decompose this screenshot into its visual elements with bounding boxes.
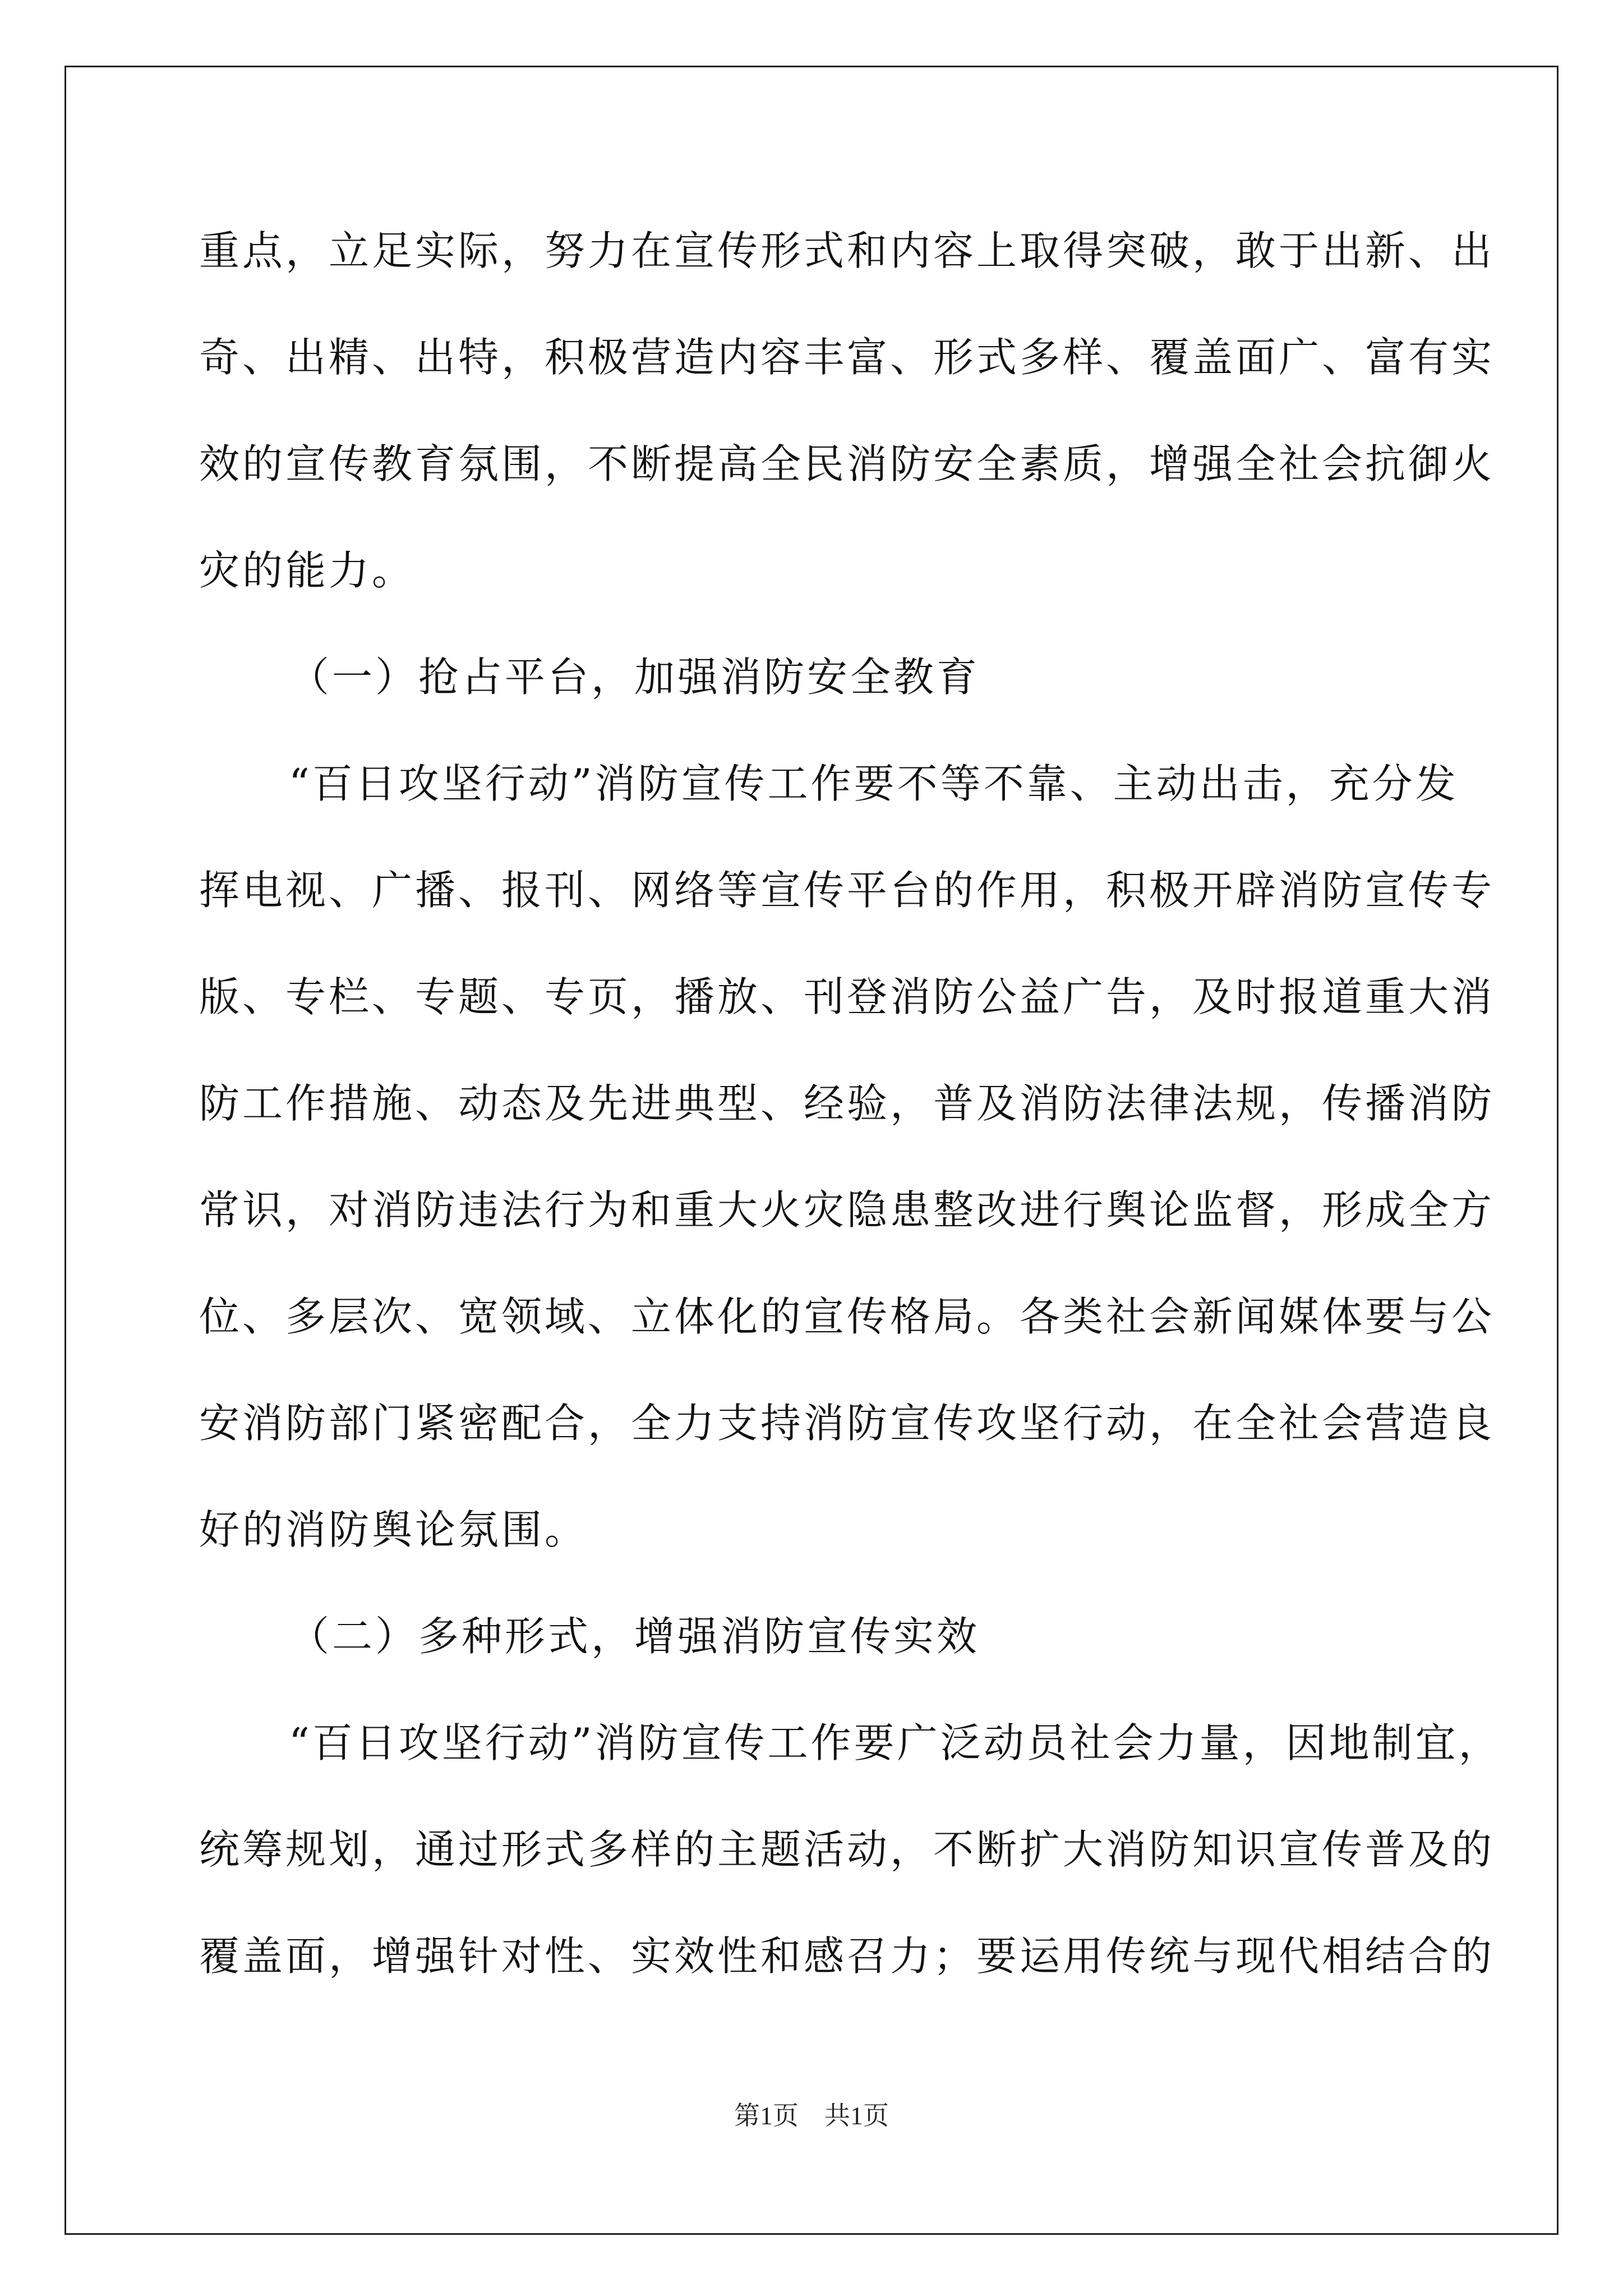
section-heading-1: （一）抢占平台，加强消防安全教育 bbox=[289, 654, 980, 701]
text-line: 统筹规划，通过形式多样的主题活动，不断扩大消防知识宣传普及的 bbox=[199, 1826, 1495, 1873]
text-line: 奇、出精、出特，积极营造内容丰富、形式多样、覆盖面广、富有实 bbox=[199, 334, 1495, 381]
text-line: 位、多层次、宽领域、立体化的宣传格局。各类社会新闻媒体要与公 bbox=[199, 1293, 1495, 1340]
text-line: 灾的能力。 bbox=[199, 547, 416, 594]
text-line: 常识，对消防违法行为和重大火灾隐患整改进行舆论监督，形成全方 bbox=[199, 1186, 1495, 1234]
text-line: “百日攻坚行动”消防宣传工作要不等不靠、主动出击，充分发 bbox=[289, 760, 1459, 807]
text-line: 挥电视、广播、报刊、网络等宣传平台的作用，积极开辟消防宣传专 bbox=[199, 867, 1495, 914]
text-line: 覆盖面，增强针对性、实效性和感召力；要运用传统与现代相结合的 bbox=[199, 1932, 1495, 1980]
text-line: 效的宣传教育氛围，不断提高全民消防安全素质，增强全社会抗御火 bbox=[199, 440, 1495, 487]
text-line: 重点，立足实际，努力在宣传形式和内容上取得突破，敢于出新、出 bbox=[199, 227, 1495, 274]
page-number: 第1页 共1页 bbox=[734, 2101, 889, 2130]
page-border bbox=[64, 66, 1559, 2235]
section-heading-2: （二）多种形式，增强消防宣传实效 bbox=[289, 1613, 980, 1660]
text-line: 好的消防舆论氛围。 bbox=[199, 1506, 588, 1553]
text-line: 防工作措施、动态及先进典型、经验，普及消防法律法规，传播消防 bbox=[199, 1080, 1495, 1127]
text-line: 安消防部门紧密配合，全力支持消防宣传攻坚行动，在全社会营造良 bbox=[199, 1400, 1495, 1447]
text-line: “百日攻坚行动”消防宣传工作要广泛动员社会力量，因地制宜， bbox=[289, 1719, 1502, 1766]
text-line: 版、专栏、专题、专页，播放、刊登消防公益广告，及时报道重大消 bbox=[199, 973, 1495, 1020]
